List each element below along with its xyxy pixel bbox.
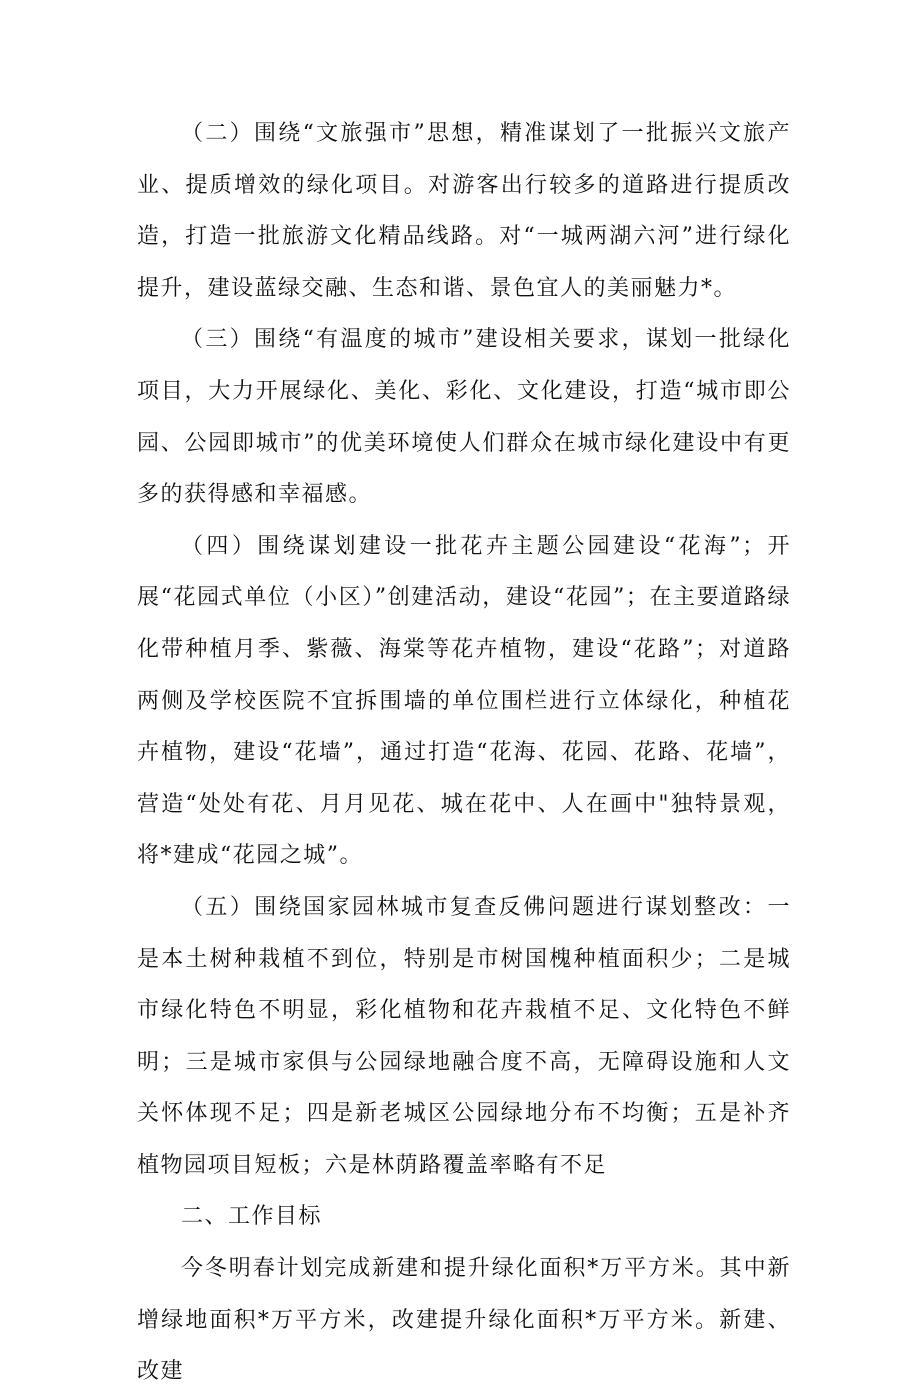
section-heading-work-goals: 二、工作目标 xyxy=(181,1204,323,1230)
paragraph-rectification: （五）围绕国家园林城市复查反佛问题进行谋划整改：一是本土树种栽植不到位，特别是市树国槐种植面积少；二是城市绿化特色不明显，彩化植物和花卉栽植不足、文化特色不鲜明；三是城市家俱与公园绿地融合度不高，无障碍设施和人文关怀体现不足；四是新老城区公园绿地分布不均衡；五是补齐植物园项目短板；六是林荫路覆盖率略有不足 xyxy=(137,894,791,1178)
document-body xyxy=(137,108,791,1398)
paragraph-warm-city: （三）围绕“有温度的城市”建设相关要求，谋划一批绿化项目，大力开展绿化、美化、彩化、文化建设，打造“城市即公园、公园即城市”的优美环境使人们群众在城市绿化建设中有更多的获得感和幸福感。 xyxy=(137,327,791,508)
paragraph-goals: 今冬明春计划完成新建和提升绿化面积*万平方米。其中新增绿地面积*万平方米，改建提升绿化面积*万平方米。新建、改建 xyxy=(137,1256,791,1385)
paragraph-flower-city: （四）围绕谋划建设一批花卉主题公园建设“花海”；开展“花园式单位（小区）”创建活动，建设“花园”；在主要道路绿化带种植月季、紫薇、海棠等花卉植物，建设“花路”；对道路两侧及学校医院不宜拆围墙的单位围栏进行立体绿化，种植花卉植物，建设“花墙”，通过打造“花海、花园、花路、花墙”，营造“处处有花、月月见花、城在花中、人在画中"独特景观，将*建成“花园之城”。 xyxy=(137,533,791,869)
paragraph-cultural-tourism: （二）围绕“文旅强市”思想，精准谋划了一批振兴文旅产业、提质增效的绿化项目。对游客出行较多的道路进行提质改造，打造一批旅游文化精品线路。对“一城两湖六河”进行绿化提升，建设蓝绿交融、生态和谐、景色宜人的美丽魅力*。 xyxy=(137,121,791,301)
